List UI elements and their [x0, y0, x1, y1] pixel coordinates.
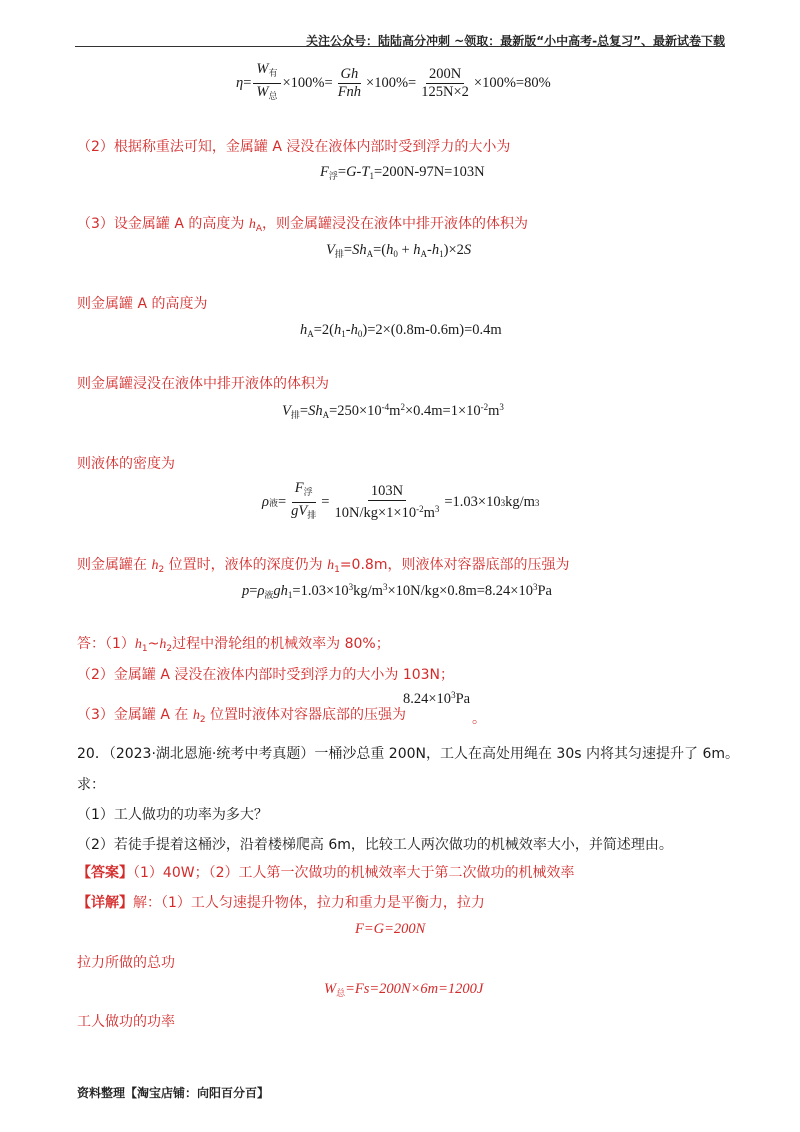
height-text: 则金属罐 A 的高度为: [77, 296, 208, 312]
power-text: 工人做功的功率: [77, 1014, 175, 1030]
buoyancy-equation: $F_浮=G-T_1=200N-97N=103N$: [320, 164, 485, 182]
efficiency-equation: [236, 62, 551, 105]
page-footer: 资料整理【淘宝店铺：向阳百分百】: [77, 1086, 270, 1100]
fraction-density-numeric: $\frac{103N}{10N/kg\times 1\times 10^{-2}m^3}$: [334, 483, 440, 521]
question-20-part-1: （1）工人做功的功率为多大？: [77, 807, 268, 823]
header-rule: [75, 46, 725, 47]
answer-line-2: （2）金属罐 A 浸没在液体内部时受到浮力的大小为 103N；: [77, 667, 455, 683]
pressure-equation: $p=\rho_液gh_1=1.03\times 10^3kg/m^3\times 10N/kg\times 0.8m=8.24\times 10^3Pa$: [242, 582, 552, 601]
answer-line-3: （3）金属罐 A 在 $h_2$ 位置时液体对容器底部的压强为: [77, 707, 407, 725]
detail-tag: 【详解】: [77, 895, 133, 911]
density-equation: ρ 液 = $\frac{F_浮}{gV_排}$ = $\frac{103N}{10N/kg\times 1\times 10^{-2}m^3}$ =1.03×10 3 kg/m 3: [262, 481, 539, 524]
volume-formula: $V_排=Sh_A=(h_0 + h_A-h_1)\times 2S$: [326, 242, 472, 260]
eta-symbol: η: [236, 75, 244, 91]
volume-text: 则金属罐浸没在液体中排开液体的体积为: [77, 376, 329, 392]
answer-period: 。: [472, 711, 486, 727]
part3-text: （3）设金属罐 A 的高度为 $h_A$，则金属罐浸没在液体中排开液体的体积为: [77, 216, 529, 234]
times-100-text: ×100%=: [282, 75, 333, 91]
height-equation: $h_A=2(h_1-h_0)=2\times(0.8m-0.6m)=0.4m$: [300, 322, 502, 339]
fraction-f-gv: $\frac{F_浮}{gV_排}$: [291, 480, 317, 521]
efficiency-result: ×100%=80%: [473, 75, 551, 91]
fraction-gh-fnh: $\frac{Gh}{\text{Fnh}}$: [337, 66, 362, 100]
volume-equation: $V_排=Sh_A=250\times 10^{-4}m^2\times 0.4m=1\times 10^{-2}m^3$: [282, 402, 504, 421]
fraction-numeric: $\frac{200N}{125N\times 2}$: [421, 66, 469, 100]
question-20-part-2: （2）若徒手提着这桶沙，沿着楼梯爬高 6m，比较工人两次做功的机械效率大小，并简述理由。: [77, 837, 673, 853]
total-work-text: 拉力所做的总功: [77, 955, 175, 971]
question-20-line-2: 求：: [77, 777, 105, 793]
question-20-line-1: 20．（2023·湖北恩施·统考中考真题）一桶沙总重 200N，工人在高处用绳在 30s 内将其匀速提升了 6m。: [77, 746, 739, 762]
part2-text: （2）根据称重法可知，金属罐 A 浸没在液体内部时受到浮力的大小为: [77, 139, 511, 155]
force-equation: F=G=200N: [355, 921, 426, 937]
density-text: 则液体的密度为: [77, 456, 175, 472]
pressure-text: 则金属罐在 $h_2$ 位置时，液体的深度仍为 $h_1=0.8m$，则液体对容器底部的压强为: [77, 557, 570, 575]
detail-20: 【详解】解：（1）工人匀速提升物体，拉力和重力是平衡力，拉力: [77, 895, 485, 911]
equals-sign: =: [243, 75, 252, 91]
page-header: 关注公众号：陆陆高分冲刺 ~领取：最新版“小中高考-总复习”、最新试卷下载: [306, 34, 725, 48]
times-100-text-2: ×100%=: [366, 75, 417, 91]
total-work-equation: $W_总=Fs=200N\times 6m=1200J$: [324, 981, 484, 999]
answer-pressure-value: $8.24\times 10^3Pa$: [403, 690, 471, 707]
answer-tag: 【答案】: [77, 865, 133, 881]
answer-20: 【答案】（1）40W；（2）工人第一次做功的机械效率大于第二次做功的机械效率: [77, 865, 575, 881]
answer-line-1: 答：$(1)h_1\sim h_2$过程中滑轮组的机械效率为 80%；: [77, 636, 390, 654]
fraction-w-useful-total: $\frac{W_有}{W_总}$: [253, 62, 280, 105]
